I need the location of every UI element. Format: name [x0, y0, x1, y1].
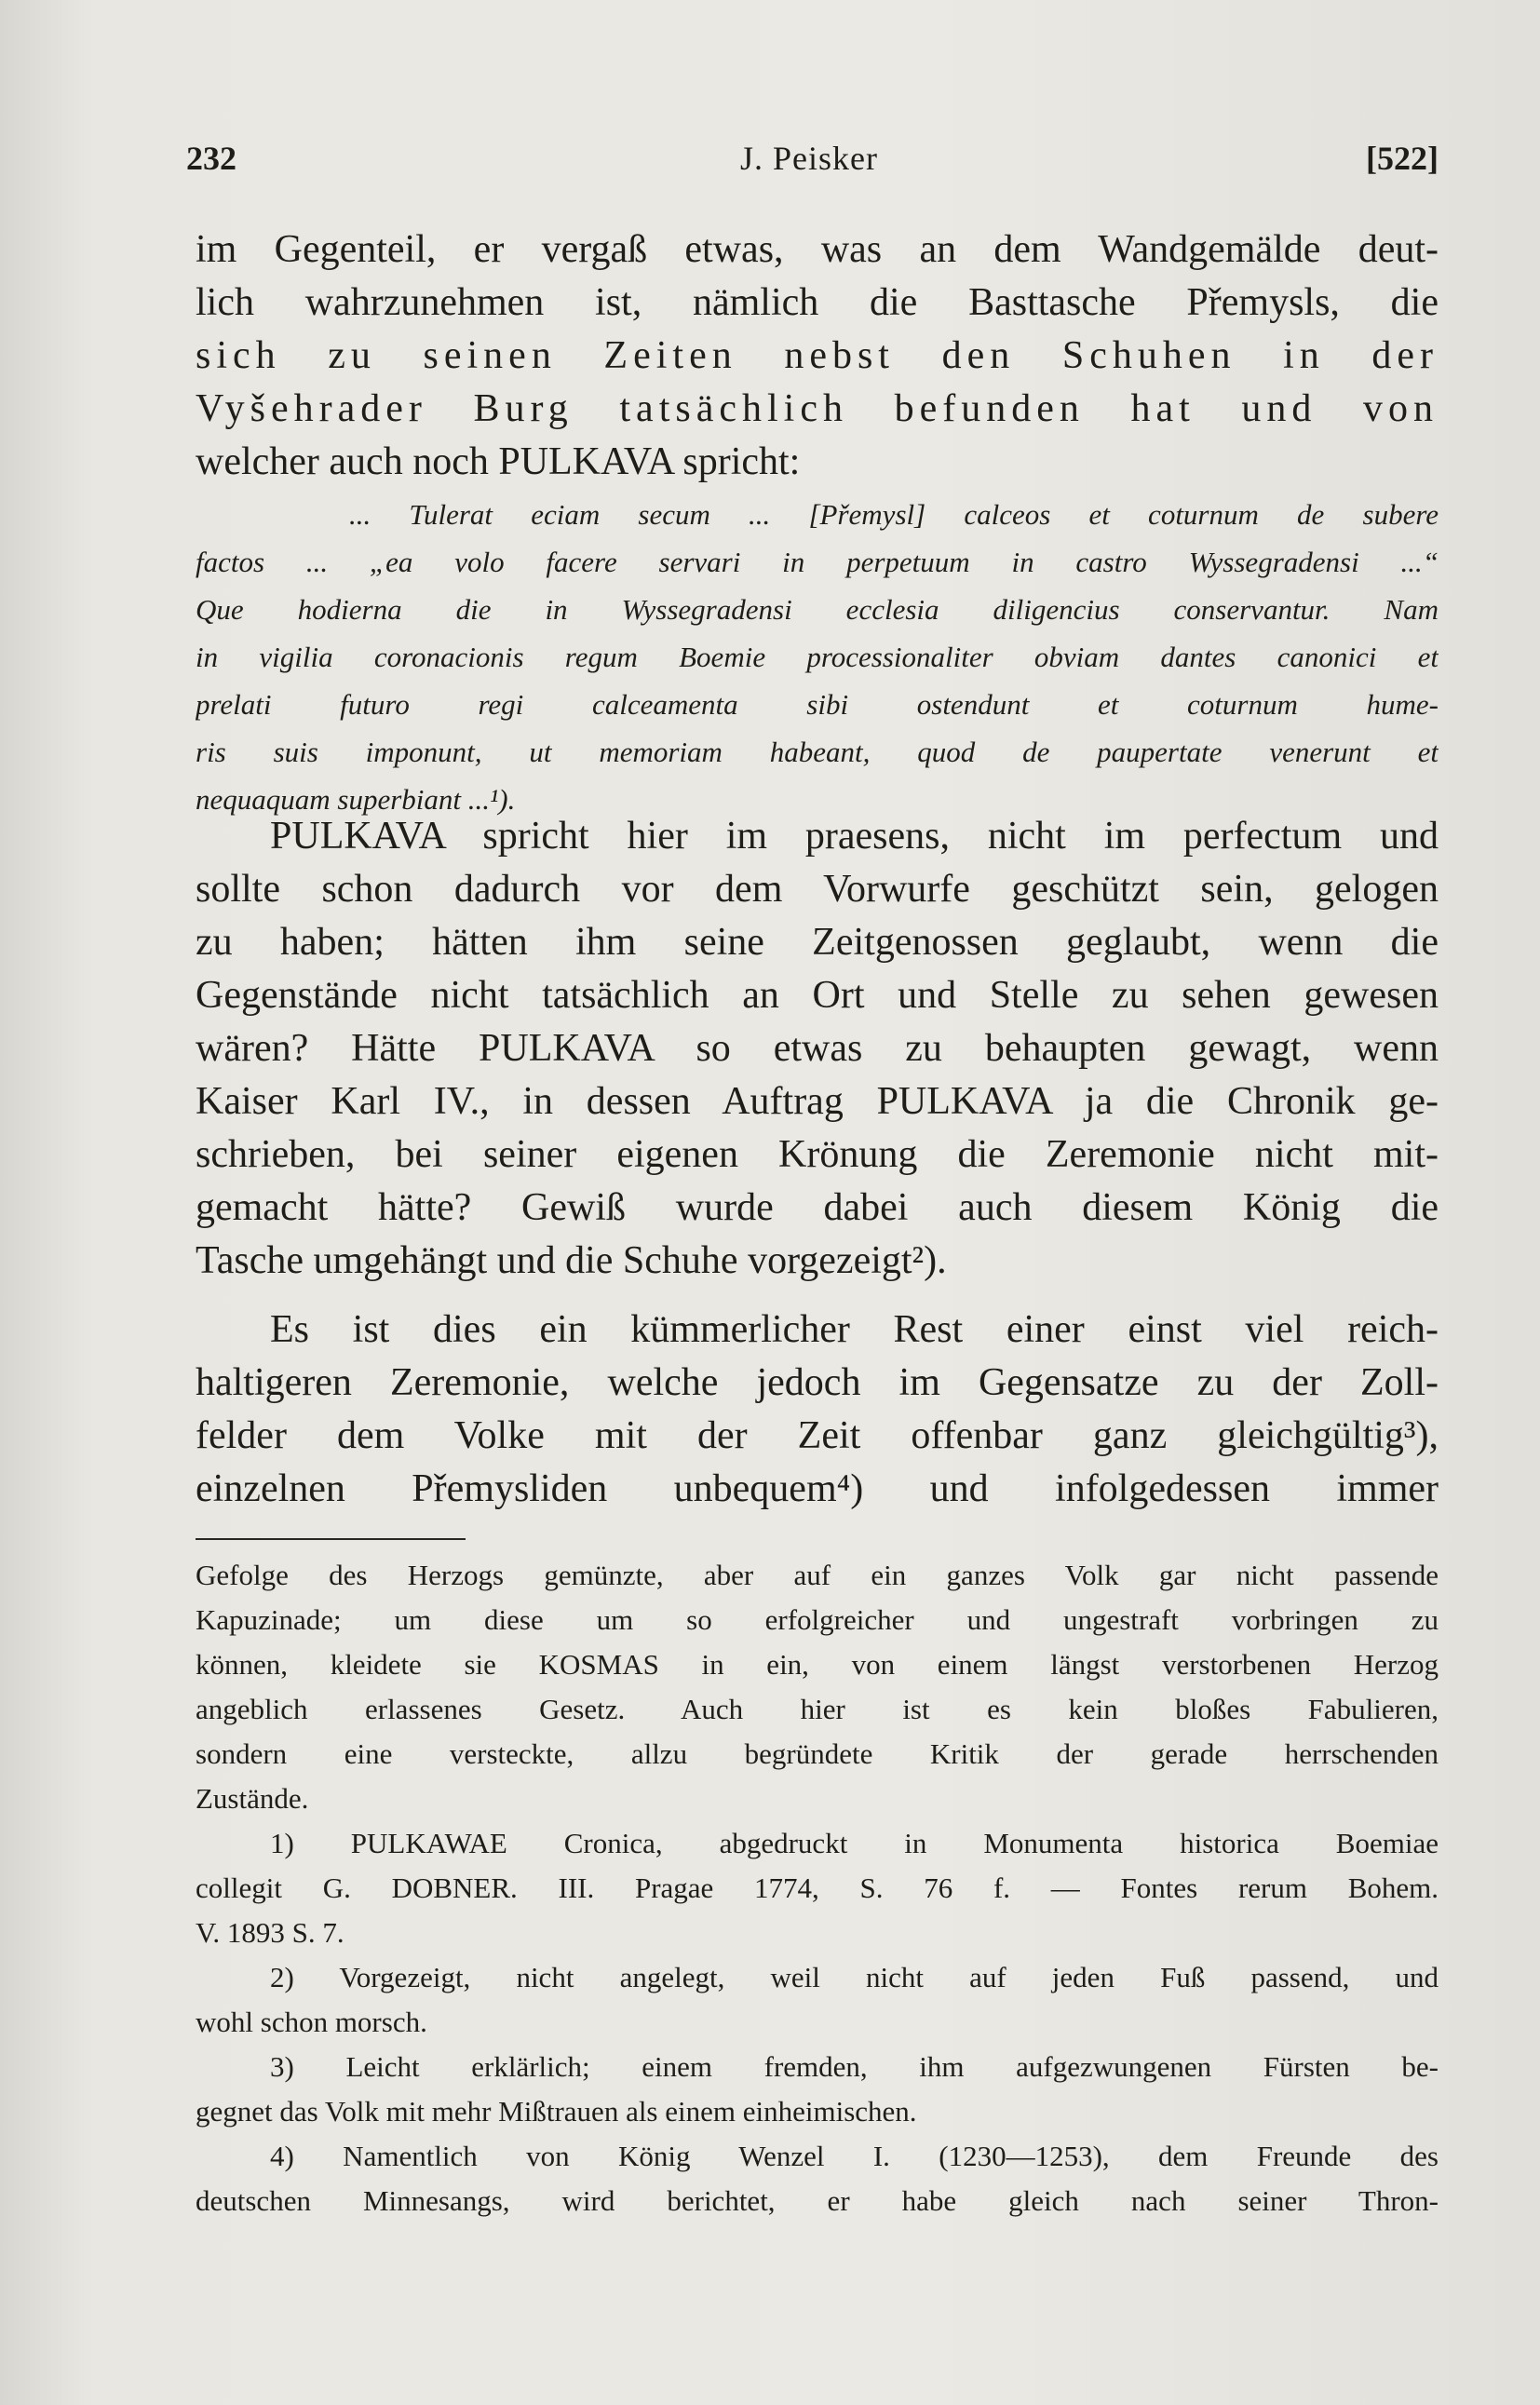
footnote-line: können, kleidete sie KOSMAS in ein, von einem längst verstorbenen Herzog	[196, 1648, 1439, 1681]
footnote-line: sondern eine versteckte, allzu begründete Kritik der gerade herrschenden	[196, 1737, 1439, 1770]
page-number: 232	[186, 140, 236, 177]
quote-line: in vigilia coronacionis regum Boemie processionaliter obviam dantes canonici et	[196, 641, 1439, 673]
text-line: wären? Hätte PULKAVA so etwas zu behaupten gewagt, wenn	[196, 1027, 1439, 1070]
quote-line: prelati futuro regi calceamenta sibi ostendunt et coturnum hume-	[196, 688, 1439, 721]
text-line: sich zu seinen Zeiten nebst den Schuhen in der	[196, 334, 1439, 377]
quote-line: nequaquam superbiant ...¹).	[196, 783, 516, 816]
text-line: Tasche umgehängt und die Schuhe vorgezeigt²).	[196, 1239, 947, 1282]
text-line: gemacht hätte? Gewiß wurde dabei auch diesem König die	[196, 1186, 1439, 1229]
text-line: Gegenstände nicht tatsächlich an Ort und Stelle zu sehen gewesen	[196, 974, 1439, 1017]
paragraph-1	[196, 223, 1439, 489]
latin-quotation	[196, 491, 1439, 823]
footnote-line: Gefolge des Herzogs gemünzte, aber auf ein ganzes Volk gar nicht passende	[196, 1559, 1439, 1591]
footnote-line: Kapuzinade; um diese um so erfolgreicher und ungestraft vorbringen zu	[196, 1603, 1439, 1636]
paragraph-3	[196, 1304, 1439, 1516]
text-line: Kaiser Karl IV., in dessen Auftrag PULKAVA ja die Chronik ge-	[196, 1080, 1439, 1123]
quote-line: Que hodierna die in Wyssegradensi ecclesia diligencius conservantur. Nam	[196, 593, 1439, 626]
footnote-line: deutschen Minnesangs, wird berichtet, er habe gleich nach seiner Thron-	[196, 2184, 1439, 2217]
text-line: Es ist dies ein kümmerlicher Rest einer einst viel reich-	[270, 1308, 1439, 1351]
quote-line: ... Tulerat eciam secum ... [Přemysl] calceos et coturnum de subere	[349, 498, 1439, 531]
text-line: zu haben; hätten ihm seine Zeitgenossen geglaubt, wenn die	[196, 921, 1439, 964]
footnotes	[196, 1553, 1439, 2223]
footnote-2: 2) Vorgezeigt, nicht angelegt, weil nicht auf jeden Fuß passend, und	[270, 1961, 1439, 1993]
footnote-separator	[196, 1538, 466, 1540]
footnote-line: gegnet das Volk mit mehr Mißtrauen als einem einheimischen.	[196, 2095, 917, 2128]
text-line: schrieben, bei seiner eigenen Krönung die Zeremonie nicht mit-	[196, 1133, 1439, 1176]
footnote-3: 3) Leicht erklärlich; einem fremden, ihm aufgezwungenen Fürsten be-	[270, 2050, 1439, 2083]
footnote-line: V. 1893 S. 7.	[196, 1916, 344, 1949]
text-line: PULKAVA spricht hier im praesens, nicht im perfectum und	[270, 815, 1439, 858]
original-page-number: [522]	[1366, 140, 1439, 177]
quote-line: factos ... „ea volo facere servari in perpetuum in castro Wyssegradensi ...“	[196, 546, 1439, 578]
text-line: im Gegenteil, er vergaß etwas, was an dem Wandgemälde deut-	[196, 228, 1439, 271]
paragraph-2	[196, 810, 1439, 1288]
footnote-line: wohl schon morsch.	[196, 2006, 427, 2038]
text-line: lich wahrzunehmen ist, nämlich die Basttasche Přemysls, die	[196, 281, 1439, 324]
text-line: felder dem Volke mit der Zeit offenbar ganz gleichgültig³),	[196, 1414, 1439, 1457]
footnote-4: 4) Namentlich von König Wenzel I. (1230—1253), dem Freunde des	[270, 2140, 1439, 2172]
footnote-line: collegit G. DOBNER. III. Pragae 1774, S. 76 f. — Fontes rerum Bohem.	[196, 1871, 1439, 1904]
text-line: Vyšehrader Burg tatsächlich befunden hat und von	[196, 387, 1439, 430]
author-name: J. Peisker	[740, 140, 878, 177]
running-header	[186, 130, 1439, 186]
text-line: einzelnen Přemysliden unbequem⁴) und infolgedessen immer	[196, 1467, 1439, 1510]
footnote-line: angeblich erlassenes Gesetz. Auch hier ist es kein bloßes Fabulieren,	[196, 1693, 1439, 1725]
quote-line: ris suis imponunt, ut memoriam habeant, quod de paupertate venerunt et	[196, 736, 1439, 768]
footnote-1: 1) PULKAWAE Cronica, abgedruckt in Monumenta historica Boemiae	[270, 1827, 1439, 1859]
footnote-line: Zustände.	[196, 1782, 309, 1815]
text-line: haltigeren Zeremonie, welche jedoch im Gegensatze zu der Zoll-	[196, 1361, 1439, 1404]
text-line: welcher auch noch PULKAVA spricht:	[196, 440, 801, 483]
text-line: sollte schon dadurch vor dem Vorwurfe geschützt sein, gelogen	[196, 868, 1439, 911]
